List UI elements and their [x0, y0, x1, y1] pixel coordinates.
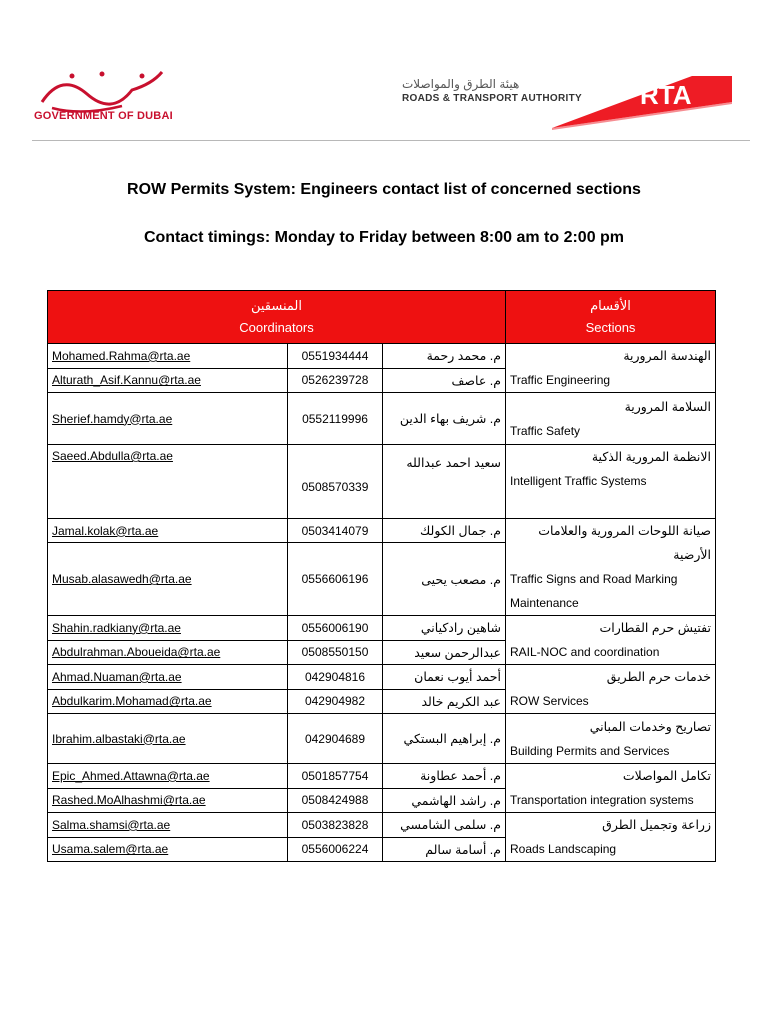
coordinator-name: عبدالرحمن سعيد	[383, 640, 506, 665]
section-name-ar: تكامل المواصلات	[622, 769, 711, 783]
email-link[interactable]: Shahin.radkiany@rta.ae	[48, 616, 288, 641]
email-link[interactable]: Musab.alasawedh@rta.ae	[48, 543, 288, 616]
section-cell	[506, 813, 716, 862]
section-name-ar: الهندسة المرورية	[623, 349, 711, 363]
table-header-row	[48, 291, 716, 344]
table-row	[48, 519, 716, 543]
section-name-en: ROW Services	[510, 694, 589, 708]
table-row	[48, 813, 716, 838]
section-name-en: Transportation integration systems	[510, 793, 694, 807]
section-cell	[506, 344, 716, 393]
email-link[interactable]: Ahmad.Nuaman@rta.ae	[48, 665, 288, 690]
section-name-ar: تفتيش حرم القطارات	[599, 621, 711, 635]
section-name-ar: الانظمة المرورية الذكية	[591, 450, 711, 464]
coordinator-name: أحمد أيوب نعمان	[383, 665, 506, 690]
email-link[interactable]: Ibrahim.albastaki@rta.ae	[48, 714, 288, 764]
phone-number: 0501857754	[288, 764, 383, 789]
section-name-ar: السلامة المرورية	[624, 399, 711, 414]
coordinators-header-en: Coordinators	[239, 320, 314, 335]
phone-number: 0556006190	[288, 616, 383, 641]
coordinator-name: سعيد احمد عبدالله	[383, 445, 506, 519]
email-link[interactable]: Jamal.kolak@rta.ae	[48, 519, 288, 543]
coordinator-name: م. محمد رحمة	[383, 344, 506, 369]
email-link[interactable]: Mohamed.Rahma@rta.ae	[48, 344, 288, 369]
section-cell	[506, 665, 716, 714]
phone-number: 042904689	[288, 714, 383, 764]
coordinator-name: م. أسامة سالم	[383, 837, 506, 862]
phone-number: 0503414079	[288, 519, 383, 543]
coordinator-name: م. سلمى الشامسي	[383, 813, 506, 838]
table-row	[48, 445, 716, 519]
section-cell	[506, 445, 716, 519]
section-cell	[506, 764, 716, 813]
phone-number: 0508570339	[288, 445, 383, 519]
email-link[interactable]: Usama.salem@rta.ae	[48, 837, 288, 862]
coordinator-name: عبد الكريم خالد	[383, 689, 506, 714]
coordinators-header-ar: المنسقين	[250, 298, 302, 313]
section-name-en: Traffic Signs and Road Marking Maintenance	[510, 572, 678, 610]
email-link[interactable]: Alturath_Asif.Kannu@rta.ae	[48, 368, 288, 393]
contact-timings: Contact timings: Monday to Friday between 8:00 am to 2:00 pm	[143, 229, 625, 246]
rta-arabic-name: هيئة الطرق والمواصلات	[402, 77, 520, 91]
coordinator-name: شاهين رادكياني	[383, 616, 506, 641]
email-link[interactable]: Sherief.hamdy@rta.ae	[48, 393, 288, 445]
section-name-en: RAIL-NOC and coordination	[510, 645, 660, 659]
email-link[interactable]: Abdulrahman.Aboueida@rta.ae	[48, 640, 288, 665]
section-cell	[506, 616, 716, 665]
phone-number: 042904816	[288, 665, 383, 690]
header-divider	[32, 140, 750, 141]
table-row	[48, 764, 716, 789]
government-of-dubai-text: GOVERNMENT OF DUBAI	[34, 110, 173, 122]
rta-logo-text: RTA	[640, 80, 692, 110]
phone-number: 0508424988	[288, 788, 383, 813]
section-name-ar: زراعة وتجميل الطرق	[602, 818, 711, 832]
section-name-en: Roads Landscaping	[510, 842, 617, 856]
phone-number: 0508550150	[288, 640, 383, 665]
page-header	[0, 0, 768, 140]
coordinator-name: م. أحمد عطاونة	[383, 764, 506, 789]
coordinators-header	[48, 291, 506, 344]
contact-table	[47, 290, 716, 862]
coordinator-name: م. راشد الهاشمي	[383, 788, 506, 813]
rta-english-name: ROADS & TRANSPORT AUTHORITY	[402, 93, 582, 104]
section-name-en: Traffic Safety	[510, 423, 581, 438]
coordinator-name: م. إبراهيم البستكي	[383, 714, 506, 764]
table-row	[48, 665, 716, 690]
section-cell	[506, 519, 716, 616]
table-row	[48, 393, 716, 445]
table-row	[48, 616, 716, 641]
section-name-en: Intelligent Traffic Systems	[510, 474, 647, 488]
phone-number: 0526239728	[288, 368, 383, 393]
section-name-en: Traffic Engineering	[510, 373, 611, 387]
section-cell	[506, 714, 716, 764]
phone-number: 0552119996	[288, 393, 383, 445]
table-row	[48, 714, 716, 764]
sections-header-ar: الأقسام	[590, 298, 631, 313]
phone-number: 0556606196	[288, 543, 383, 616]
email-link[interactable]: Salma.shamsi@rta.ae	[48, 813, 288, 838]
phone-number: 0551934444	[288, 344, 383, 369]
email-link[interactable]: Epic_Ahmed.Attawna@rta.ae	[48, 764, 288, 789]
coordinator-name: م. عاصف	[383, 368, 506, 393]
rta-logo	[552, 62, 732, 132]
table-row	[48, 344, 716, 369]
document-title: ROW Permits System: Engineers contact list of concerned sections	[127, 181, 641, 198]
coordinator-name: م. جمال الكولك	[383, 519, 506, 543]
email-link[interactable]: Abdulkarim.Mohamad@rta.ae	[48, 689, 288, 714]
email-link[interactable]: Rashed.MoAlhashmi@rta.ae	[48, 788, 288, 813]
section-name-en: Building Permits and Services	[510, 743, 670, 758]
sections-header-en: Sections	[585, 320, 636, 335]
phone-number: 042904982	[288, 689, 383, 714]
sections-header	[506, 291, 716, 344]
section-name-ar: تصاريح وخدمات المباني	[589, 719, 711, 734]
section-name-ar: صيانة اللوحات المرورية والعلامات الأرضية	[538, 524, 711, 562]
coordinator-name: م. شريف بهاء الدين	[383, 393, 506, 445]
section-cell	[506, 393, 716, 445]
phone-number: 0503823828	[288, 813, 383, 838]
coordinator-name: م. مصعب يحيى	[383, 543, 506, 616]
phone-number: 0556006224	[288, 837, 383, 862]
section-name-ar: خدمات حرم الطريق	[606, 670, 711, 684]
email-link[interactable]: Saeed.Abdulla@rta.ae	[48, 445, 288, 519]
